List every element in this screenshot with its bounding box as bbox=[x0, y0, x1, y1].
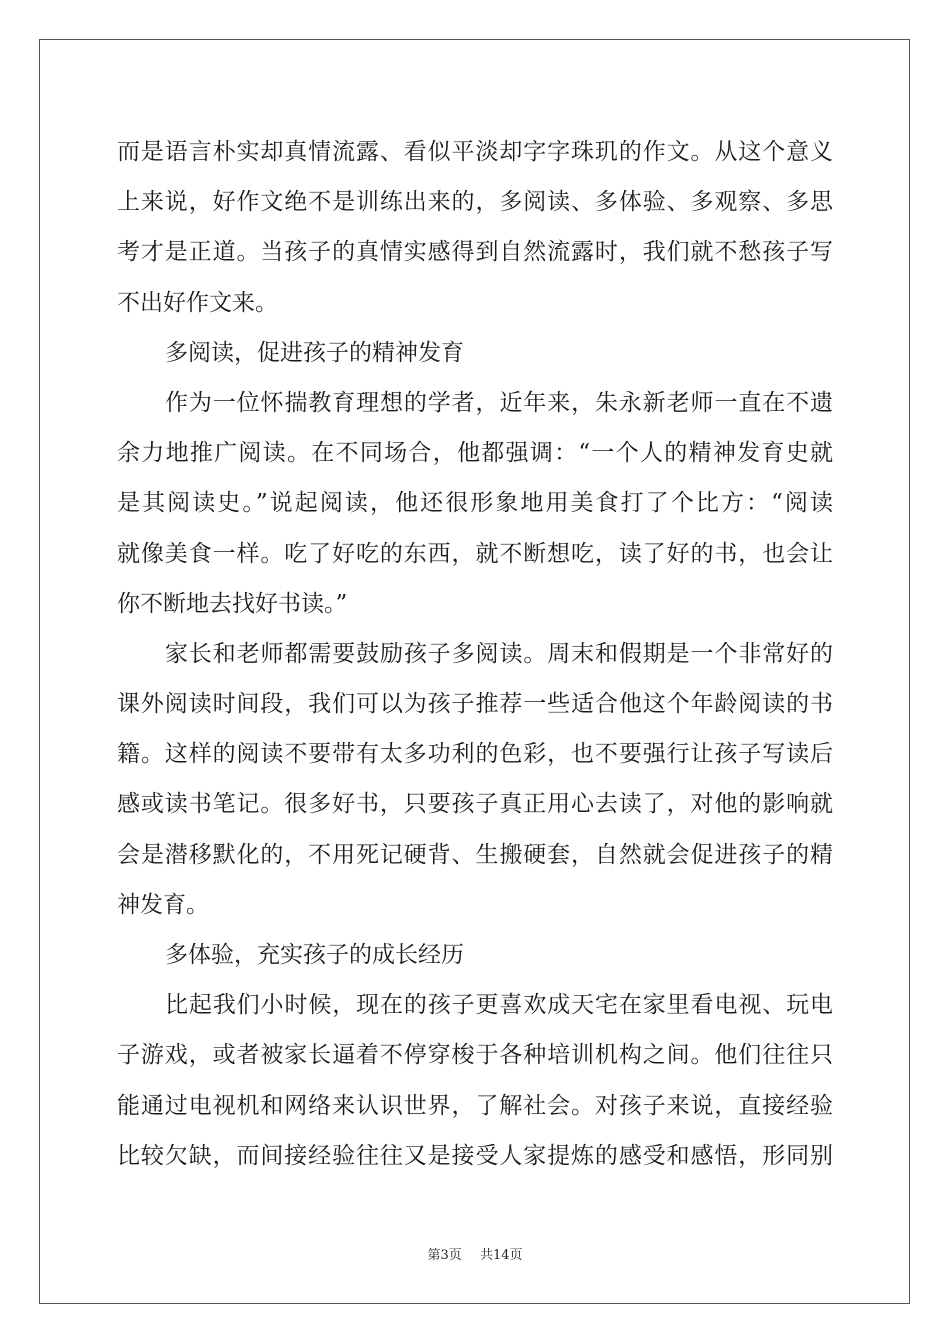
text-line: 你不断地去找好书读。” bbox=[117, 590, 348, 617]
text-line: 余力地推广阅读。在不同场合，他都强调：“一个人的精神发育史就 bbox=[117, 440, 833, 467]
text-line: 子游戏，或者被家长逼着不停穿梭于各种培训机构之间。他们往往只 bbox=[117, 1042, 833, 1069]
text-line: 就像美食一样。吃了好吃的东西，就不断想吃，读了好的书，也会让 bbox=[117, 540, 833, 567]
text-line: 作为一位怀揣教育理想的学者，近年来，朱永新老师一直在不遗 bbox=[165, 389, 833, 416]
text-line: 家长和老师都需要鼓励孩子多阅读。周末和假期是一个非常好的 bbox=[165, 640, 833, 667]
text-line: 是其阅读史。”说起阅读，他还很形象地用美食打了个比方：“阅读 bbox=[117, 490, 833, 517]
text-line: 会是潜移默化的，不用死记硬背、生搬硬套，自然就会促进孩子的精 bbox=[117, 841, 833, 868]
text-line: 而是语言朴实却真情流露、看似平淡却字字珠玑的作文。从这个意义 bbox=[117, 139, 833, 165]
text-line: 籍。这样的阅读不要带有太多功利的色彩，也不要强行让孩子写读后 bbox=[117, 741, 833, 768]
text-line: 神发育。 bbox=[117, 891, 209, 918]
text-line: 多阅读，促进孩子的精神发育 bbox=[165, 339, 464, 366]
page-footer bbox=[0, 1244, 950, 1263]
text-line: 比起我们小时候，现在的孩子更喜欢成天宅在家里看电视、玩电 bbox=[165, 992, 833, 1019]
document-body bbox=[117, 127, 833, 1181]
text-line: 不出好作文来。 bbox=[117, 289, 278, 316]
text-line: 多体验，充实孩子的成长经历 bbox=[165, 942, 464, 968]
text-line: 课外阅读时间段，我们可以为孩子推荐一些适合他这个年龄阅读的书 bbox=[117, 691, 833, 718]
text-line: 能通过电视机和网络来认识世界，了解社会。对孩子来说，直接经验 bbox=[117, 1092, 833, 1119]
page-number: 第3页 bbox=[427, 1248, 462, 1263]
text-line: 考才是正道。当孩子的真情实感得到自然流露时，我们就不愁孩子写 bbox=[117, 239, 833, 266]
page-total: 共14页 bbox=[479, 1248, 523, 1263]
text-line: 上来说，好作文绝不是训练出来的，多阅读、多体验、多观察、多思 bbox=[117, 189, 833, 216]
text-line: 比较欠缺，而间接经验往往又是接受人家提炼的感受和感悟，形同别 bbox=[117, 1142, 833, 1169]
text-line: 感或读书笔记。很多好书，只要孩子真正用心去读了，对他的影响就 bbox=[117, 791, 833, 818]
